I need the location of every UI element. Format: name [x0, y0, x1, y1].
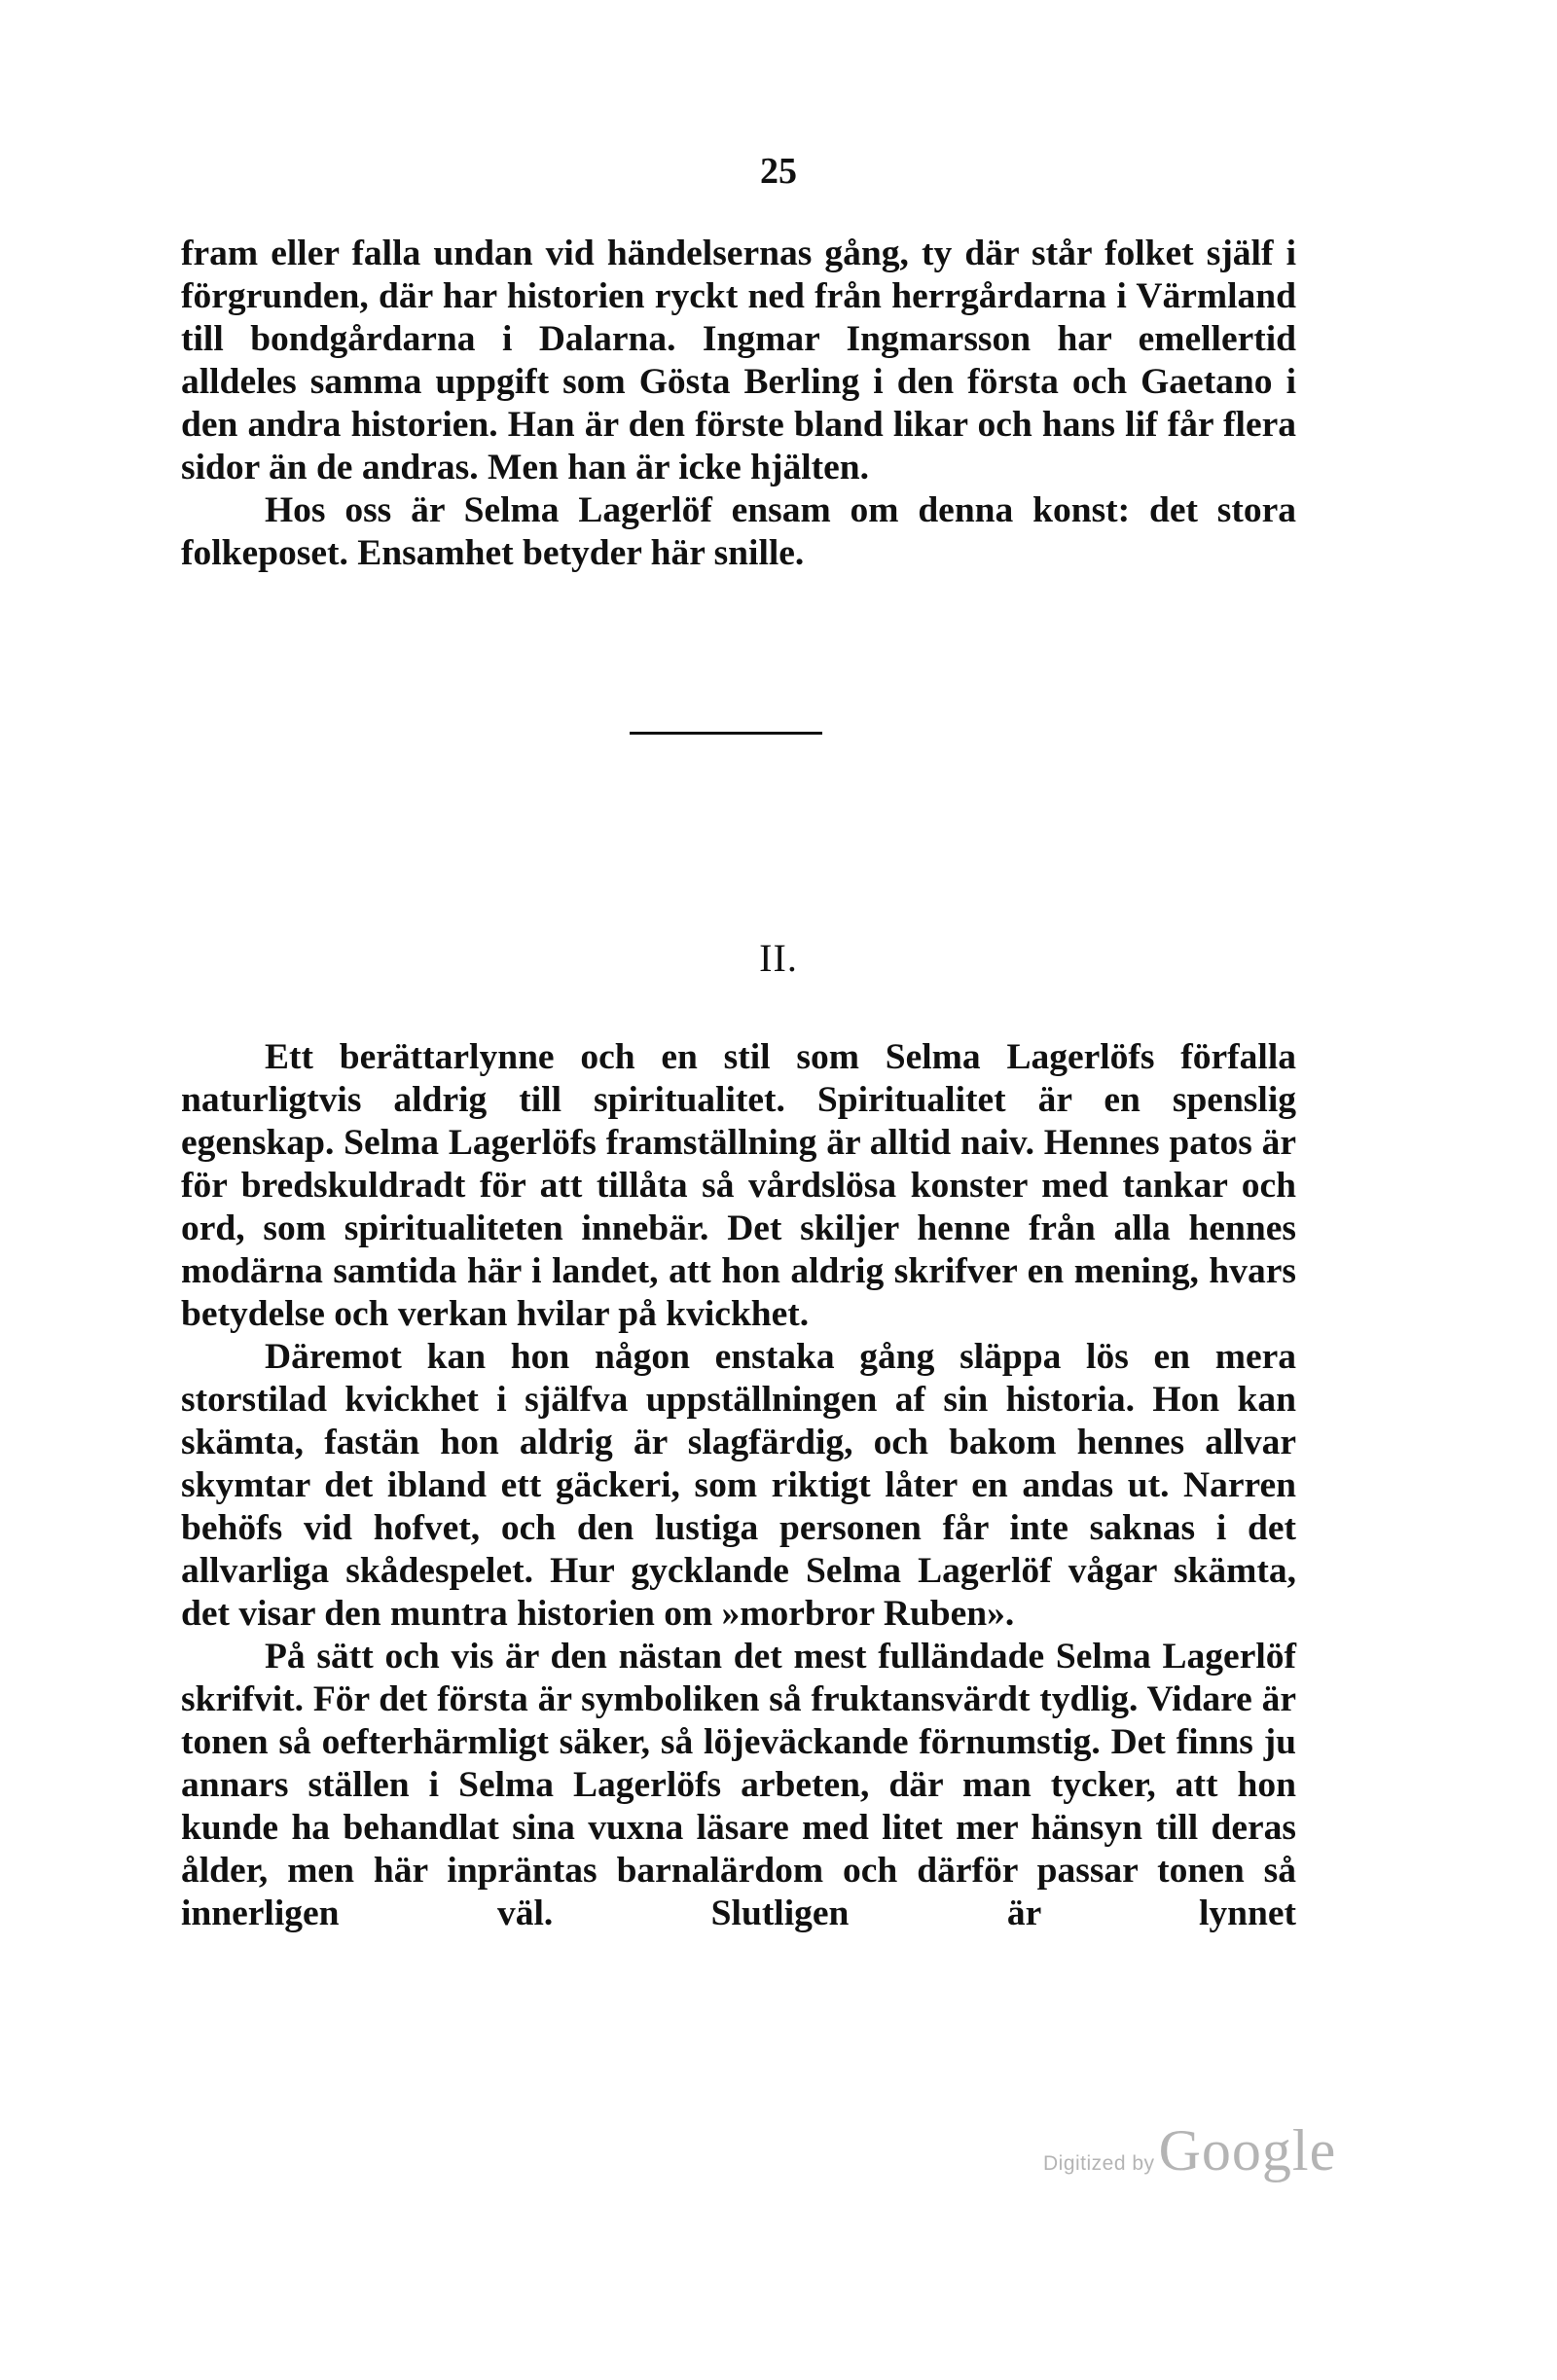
paragraph: fram eller falla undan vid händelsernas gång, ty där står folket själf i förgrunden, där har historien ryckt ned från herrgårdarna i Värmland till bondgårdarna i Dalarna. Ingmar Ingmarsson har emellertid alldeles samma uppgift som Gösta Berling i den första och Gaetano i den andra historien. Han är den förste bland likar och hans lif får flera sidor än de andras. Men han är icke hjälten.: [181, 234, 1296, 487]
section-divider: [630, 732, 822, 735]
page-number: 25: [760, 151, 797, 192]
section-heading: II.: [759, 936, 798, 980]
paragraph: Däremot kan hon någon enstaka gång släppa lös en mera storstilad kvickhet i själfva uppställningen af sin historia. Hon kan skämta, fastän hon aldrig är slagfärdig, och bakom hennes allvar skymtar det ibland ett gäckeri, som riktigt låter en andas ut. Narren behöfs vid hofvet, och den lustiga personen får inte saknas i det allvarliga skådespelet. Hur gycklande Selma Lagerlöf vågar skämta, det visar den muntra historien om »morbror Ruben».: [181, 1337, 1296, 1634]
watermark-brand: Google: [1158, 2118, 1337, 2182]
text-block-bottom: [181, 1036, 1296, 1935]
digitized-by-watermark: [1043, 2117, 1336, 2184]
paragraph: På sätt och vis är den nästan det mest fulländade Selma Lagerlöf skrifvit. För det första är symboliken så fruktansvärdt tydlig. Vidare är tonen så oefterhärmligt säker, så löjeväckande förnumstig. Det finns ju annars ställen i Selma Lagerlöfs arbeten, där man tycker, att hon kunde ha behandlat sina vuxna läsare med litet mer hänsyn till deras ålder, men här inpräntas barnalärdom och därför passar tonen så innerligen väl. Slutligen är lynnet: [181, 1637, 1296, 1933]
paragraph: Hos oss är Selma Lagerlöf ensam om denna konst: det stora folkeposet. Ensamhet betyder här snille.: [181, 490, 1296, 573]
paragraph: Ett berättarlynne och en stil som Selma Lagerlöfs förfalla naturligtvis aldrig till spiritualitet. Spiritualitet är en spenslig egenskap. Selma Lagerlöfs framställning är alltid naiv. Hennes patos är för bredskuldradt för att tillåta så vårdslösa konster med tankar och ord, som spiritualiteten innebär. Det skiljer henne från alla hennes modärna samtida här i landet, att hon aldrig skrifver en mening, hvars betydelse och verkan hvilar på kvickhet.: [181, 1037, 1296, 1334]
watermark-prefix: Digitized by: [1043, 2152, 1155, 2175]
text-block-top: [181, 233, 1296, 575]
